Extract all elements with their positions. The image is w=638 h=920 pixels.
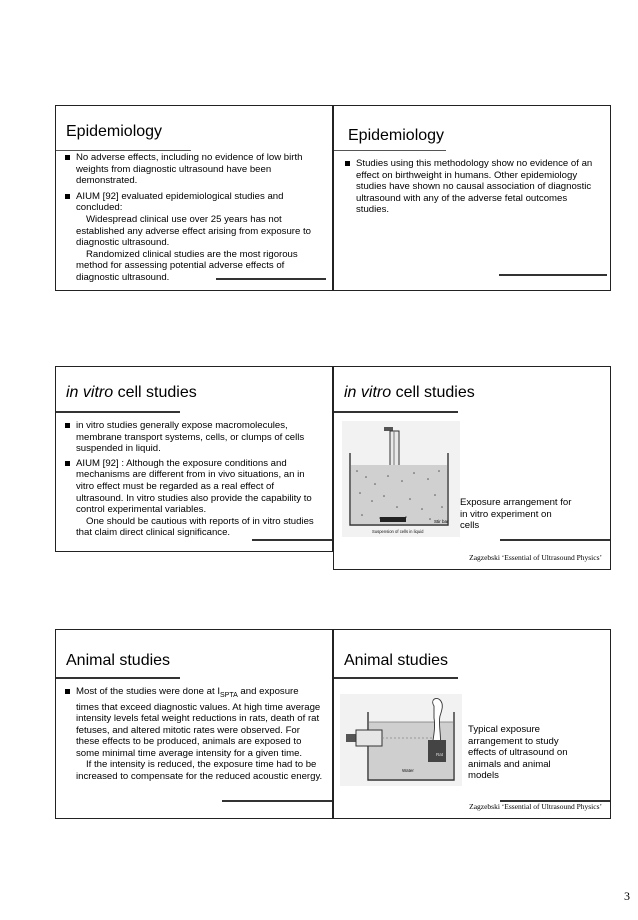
figure-caption: Exposure arrangement for in vitro experiment on cells (460, 497, 572, 532)
animal-exposure-figure (340, 694, 462, 786)
slide-epidemiology-2 (333, 105, 611, 291)
slide-body (344, 158, 602, 220)
slide-in-vitro-2 (333, 366, 611, 570)
label-suspension: Suspension of cells in liquid (372, 529, 424, 534)
bullet-text: studies generally expose macromolecules, membrane transport systems, cells, or clumps of cells suspended in liquid. (76, 420, 305, 455)
italic-term: in vitro (76, 420, 105, 431)
slide-epidemiology-1 (55, 105, 333, 291)
bullet-item: No adverse effects, including no evidence of low birth weights from diagnostic ultrasound have been demonstrated. (64, 152, 324, 187)
title-italic: in vitro (66, 384, 114, 401)
title-underline (56, 411, 180, 413)
slide-body (64, 420, 324, 539)
page-number: 3 (624, 889, 630, 903)
italic-term: in vitro (252, 515, 281, 527)
figure-caption: Typical exposure arrangement to study effects of ultrasound on animals and animal models (468, 724, 568, 782)
figure-credit: Zagzebski ‘Essential of Ultrasound Physics’ (469, 802, 602, 811)
paragraph-text: studies that claim direct clinical significance. (76, 515, 314, 539)
figure-credit: Zagzebski ‘Essential of Ultrasound Physics’ (469, 553, 602, 562)
slide-title: Epidemiology (66, 123, 163, 140)
bullet-text: situations, an (235, 469, 298, 481)
title-rest: cell studies (113, 384, 197, 401)
title-underline (334, 677, 458, 679)
title-italic: in vitro (344, 384, 392, 401)
bullet-item: AIUM [92] evaluated epidemiological studies and concluded: (64, 191, 324, 214)
italic-term: in vivo (208, 469, 236, 481)
footer-rule (216, 278, 326, 280)
bullet-item (64, 458, 324, 516)
bullet-text: studies also provide the capability to control experimental variables. (76, 492, 312, 516)
title-underline (56, 150, 191, 151)
label-rat: Rat (436, 752, 444, 757)
slide-title (66, 384, 197, 402)
footer-rule (500, 539, 610, 541)
slide-animal-studies-1 (55, 629, 333, 819)
indented-paragraph: Randomized clinical studies are the most rigorous method for assessing potential adverse effects of diagnostic ultrasound. (76, 248, 298, 283)
italic-term: in vitro (76, 469, 305, 492)
title-underline (56, 677, 180, 679)
slide-body (64, 686, 324, 783)
bullet-text: AIUM [92] : Although the exposure conditions and mechanisms are different from (76, 457, 287, 481)
paragraph-text: One should be cautious with reports of (86, 515, 253, 527)
indented-paragraph: If the intensity is reduced, the exposure time had to be increased to compensate for the reduced acoustic energy. (76, 759, 323, 783)
bullet-item: Studies using this methodology show no evidence of an effect on birthweight in humans. Other epidemiology studies have shown no causal association of diagnostic ultrasound with any of the adverse fetal outcomes studies. (344, 158, 602, 216)
footer-rule (252, 539, 332, 541)
subscript: SPTA (220, 691, 238, 699)
slide-title (344, 384, 475, 402)
slide-title: Animal studies (344, 652, 449, 669)
title-underline (334, 411, 458, 413)
label-water: Water (402, 768, 414, 773)
bullet-item (64, 686, 324, 759)
slide-title: Animal studies (66, 652, 171, 669)
bullet-text: effect must be regarded as a real effect of ultrasound. (76, 480, 275, 504)
bullet-item (64, 420, 324, 455)
indented-paragraph (64, 516, 324, 539)
slide-body (64, 152, 324, 284)
bullet-text: and exposure times that exceed diagnostic values. At high time average intensity levels fetal weight reductions in rats, death of rat fetuses, and altered mitotic rates were observed. For these effects to be produced, animals are exposed to some minimal time average intensity for a given time. (76, 686, 321, 759)
italic-term: In vitro (126, 492, 155, 504)
slide-title: Epidemiology (348, 127, 445, 144)
title-underline (334, 150, 446, 151)
footer-rule (222, 800, 332, 802)
title-rest: cell studies (391, 384, 475, 401)
slide-animal-studies-2 (333, 629, 611, 819)
slide-in-vitro-1 (55, 366, 333, 552)
footer-rule (499, 274, 607, 276)
stir-bar-label: Stir bar (434, 519, 449, 524)
indented-paragraph: Widespread clinical use over 25 years has not established any adverse effect arising from exposure to diagnostic ultrasound. (76, 213, 311, 249)
bullet-text: Most of the studies were done at I (76, 686, 220, 697)
